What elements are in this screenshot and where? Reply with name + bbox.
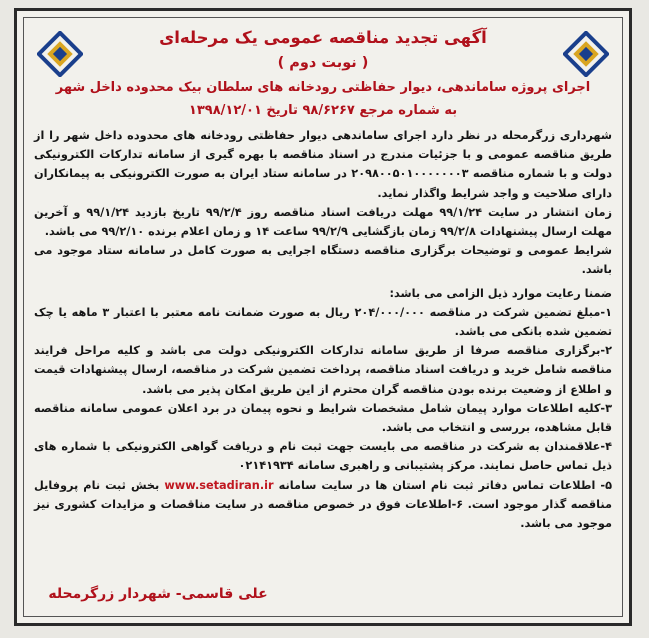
conditions-paragraph: شرایط عمومی و توضیحات برگزاری مناقصه دستگاه اجرایی به صورت کامل در سامانه ستاد موجود می باشد. (34, 244, 612, 277)
requirement-item-4: ۴-علاقمندان به شرکت در مناقصه می بایست جهت ثبت نام و دریافت گواهی الکترونیکی با شماره های ذیل تماس حاصل نمایند. مرکز پشتیبانی و راهبری سامانه ۰۲۱۴۱۹۳۴ (34, 440, 612, 473)
announcement-body (34, 126, 612, 533)
reference-number: به شماره مرجع ۹۸/۶۲۶۷ تاریخ ۱۳۹۸/۱۲/۰۱ (188, 103, 458, 118)
intro-paragraph: شهرداری زرگرمحله در نظر دارد اجرای ساماندهی دیوار حفاظتی رودخانه های محدوده داخل شهر را از طریق مناقصه عمومی و با جزئیات مندرج در اسناد مناقصه با بهره گیری از سامانه تدارکات الکترونیکی دولت و با شماره مناقصه ۲۰۹۸۰۰۵۰۱۰۰۰۰۰۰۰۳ در سامانه ستاد ایران به صورت الکترونیکی به پیمانکاران دارای صلاحیت و واجد شرایط واگذار نماید. (34, 129, 612, 200)
item-5-text-start: ۵- اطلاعات تماس دفاتر ثبت نام استان ها در سایت سامانه (278, 478, 613, 492)
project-title: اجرای پروژه ساماندهی، دیوار حفاظتی رودخانه های سلطان بیک محدوده داخل شهر (55, 80, 591, 95)
announcement-frame (14, 8, 632, 626)
schedule-paragraph: زمان انتشار در سایت ۹۹/۱/۲۴ مهلت دریافت اسناد مناقصه روز ۹۹/۲/۴ تاریخ بازدید ۹۹/۱/۲۴ و آخرین مهلت ارسال پیشنهادات ۹۹/۲/۸ زمان بازگشایی ۹۹/۲/۹ ساعت ۱۴ و زمان اعلام برنده ۹۹/۲/۱۰ می باشد. (34, 205, 612, 239)
setadiran-link[interactable]: www.setadiran.ir (164, 478, 274, 492)
requirement-item-3: ۳-کلیه اطلاعات موارد پیمان شامل مشخصات شرایط و نحوه پیمان در برد اعلان عمومی سامانه مناقصه قابل مشاهده، بررسی و انتخاب می باشد. (34, 401, 612, 435)
requirement-item-2: ۲-برگزاری مناقصه صرفا از طریق سامانه تدارکات الکترونیکی دولت می باشد و کلیه مراحل فرایند مناقصه شامل خرید و دریافت اسناد مناقصه، پرداخت تضمین شرکت در مناقصه، ارسال پیشنهادات قیمت و اطلاع از وضعیت برنده بودن مناقصه گران محترم از این طریق امکان پذیر می باشد. (34, 344, 612, 396)
requirement-item-1: ۱-مبلغ تضمین شرکت در مناقصه ۲۰۴/۰۰۰/۰۰۰ ریال به صورت ضمانت نامه معتبر با اعتبار ۳ ماهه یا چک تضمین شده بانکی می باشد. (34, 305, 612, 339)
item-5-text-end: بخش ثبت نام پروفایل مناقصه گذار موجود است. ۶-اطلاعات فوق در خصوص مناقصه در سایت مناقصات و مزایدات کشوری نیز موجود می باشد. (34, 478, 612, 531)
announcement-title: آگهی تجدید مناقصه عمومی یک مرحله‌ای (159, 28, 487, 47)
requirement-item-5 (34, 476, 612, 534)
announcement-round: ( نوبت دوم ) (277, 55, 369, 71)
signature: علی قاسمی- شهردار زرگرمحله (48, 586, 268, 602)
requirements-heading: ضمنا رعایت موارد ذیل الزامی می باشد: (389, 286, 612, 300)
announcement-inner-border (23, 17, 623, 617)
